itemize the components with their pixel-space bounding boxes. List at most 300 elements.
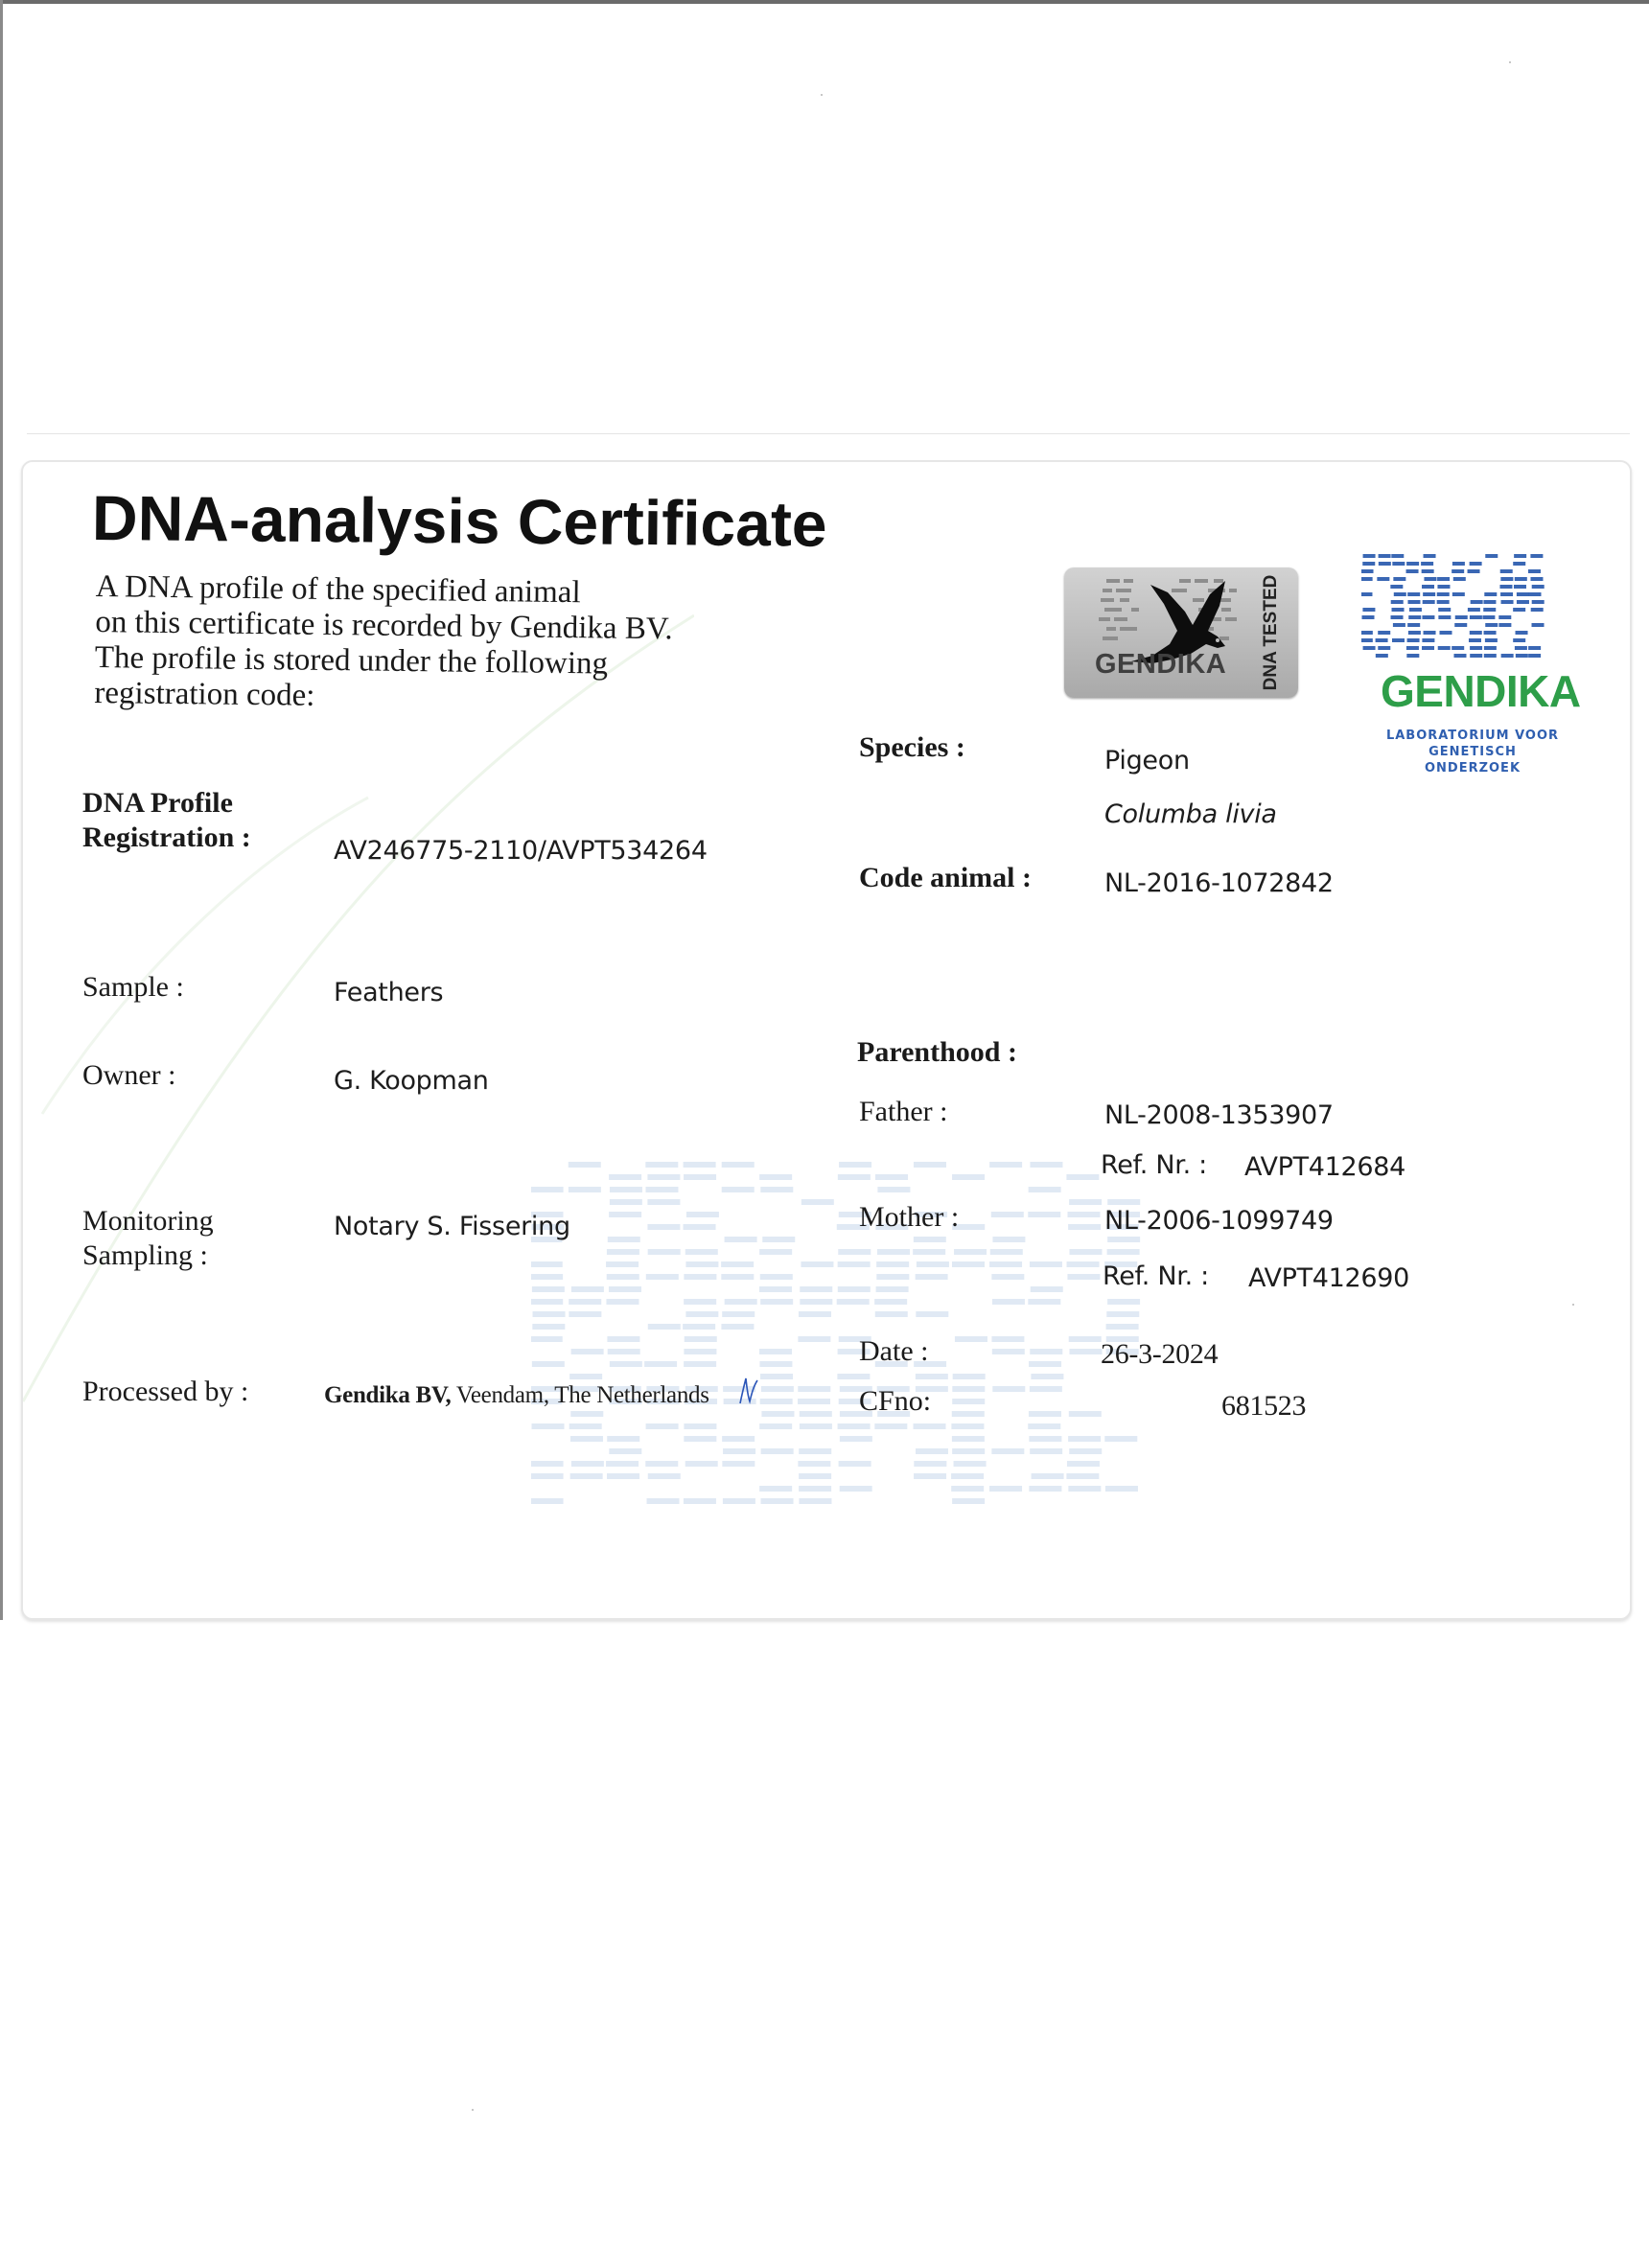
band-mark <box>1394 592 1406 596</box>
sample-value: Feathers <box>334 978 444 1007</box>
band-mark <box>1485 623 1498 627</box>
father-ref-value: AVPT412684 <box>1244 1152 1406 1182</box>
band-mark <box>1107 1249 1140 1255</box>
band-mark <box>874 1299 907 1305</box>
band-mark <box>685 1311 718 1317</box>
band-mark <box>685 1461 718 1467</box>
band-mark <box>1069 1336 1102 1342</box>
band-mark <box>1468 608 1480 612</box>
band-mark <box>1028 1212 1060 1217</box>
band-mark <box>1069 1199 1102 1205</box>
band-mark <box>683 1324 715 1330</box>
band-mark <box>1408 615 1421 619</box>
band-mark <box>1452 646 1464 650</box>
mother-value: NL-2006-1099749 <box>1104 1206 1334 1236</box>
band-mark <box>1470 646 1482 650</box>
band-mark <box>1029 1411 1061 1417</box>
band-mark <box>877 1187 910 1192</box>
band-mark <box>1470 631 1482 635</box>
monitoring-label-line: Sampling : <box>82 1239 208 1271</box>
band-mark <box>1423 600 1435 604</box>
watermark-logo <box>531 1162 1154 1507</box>
band-mark <box>1031 1286 1063 1292</box>
band-mark <box>648 1324 681 1330</box>
band-mark <box>916 1311 948 1317</box>
band-mark <box>646 1423 679 1429</box>
band-mark <box>798 1461 830 1467</box>
band-mark <box>1362 608 1375 612</box>
band-mark <box>1379 554 1391 558</box>
band-mark <box>952 1436 985 1442</box>
band-mark <box>1066 1473 1099 1479</box>
band-mark <box>838 1286 871 1292</box>
band-mark <box>721 1324 754 1330</box>
band-mark <box>876 1261 909 1267</box>
band-mark <box>799 1311 831 1317</box>
band-mark <box>1528 592 1541 596</box>
band-mark <box>1029 1361 1061 1367</box>
band-mark <box>1499 585 1512 589</box>
intro-line: registration code: <box>94 675 315 713</box>
band-mark <box>760 1374 793 1379</box>
scan-fold-line <box>27 433 1630 434</box>
band-mark <box>1067 1274 1100 1280</box>
band-mark <box>1030 1448 1062 1454</box>
dna-profile-label-line: DNA Profile <box>82 787 233 819</box>
band-mark <box>1392 638 1405 642</box>
band-mark <box>952 1261 985 1267</box>
certificate-card <box>21 460 1632 1620</box>
band-mark <box>648 1249 681 1255</box>
band-mark <box>684 1274 716 1280</box>
band-mark <box>1069 1249 1102 1255</box>
band-mark <box>1107 1237 1140 1242</box>
certificate-title: DNA-analysis Certificate <box>91 482 827 560</box>
band-mark <box>838 1261 871 1267</box>
band-mark <box>1376 654 1388 658</box>
band-mark <box>531 1261 563 1267</box>
band-mark <box>1376 638 1388 642</box>
band-mark <box>1515 646 1527 650</box>
band-mark <box>1484 654 1497 658</box>
band-mark <box>1501 600 1514 604</box>
band-mark <box>1070 1349 1103 1354</box>
band-mark <box>1532 600 1544 604</box>
band-mark <box>647 1199 680 1205</box>
band-mark <box>606 1261 639 1267</box>
band-mark <box>569 1311 601 1317</box>
band-mark <box>1532 623 1544 627</box>
band-mark <box>1408 631 1421 635</box>
band-mark <box>759 1423 792 1429</box>
code-animal-label: Code animal : <box>859 862 1032 893</box>
band-mark <box>684 1174 716 1180</box>
band-mark <box>607 1274 639 1280</box>
band-mark <box>1361 638 1373 642</box>
band-mark <box>916 1274 948 1280</box>
gendika-subtitle-line: LABORATORIUM VOOR <box>1385 729 1560 743</box>
band-mark <box>989 1486 1022 1492</box>
band-mark <box>531 1274 563 1280</box>
band-mark <box>916 1448 948 1454</box>
band-mark <box>1498 615 1511 619</box>
band-mark <box>1067 1261 1100 1267</box>
date-value: 26-3-2024 <box>1101 1338 1219 1370</box>
band-mark <box>1513 608 1525 612</box>
band-mark <box>1484 631 1497 635</box>
band-mark <box>722 1461 755 1467</box>
band-mark <box>1407 600 1420 604</box>
band-mark <box>1104 1436 1137 1442</box>
band-mark <box>800 1286 832 1292</box>
band-mark <box>800 1299 832 1305</box>
band-mark <box>876 1274 909 1280</box>
band-mark <box>722 1187 755 1192</box>
band-mark <box>762 1237 795 1242</box>
band-mark <box>531 1461 564 1467</box>
band-mark <box>798 1336 830 1342</box>
band-mark <box>992 1237 1025 1242</box>
band-mark <box>1029 1436 1061 1442</box>
band-mark <box>800 1411 832 1417</box>
band-mark <box>608 1349 640 1354</box>
band-mark <box>954 1461 987 1467</box>
gendika-logo-subtitle <box>1379 728 1567 776</box>
band-mark <box>1484 646 1497 650</box>
band-mark <box>1422 615 1434 619</box>
band-mark <box>609 1174 641 1180</box>
band-mark <box>1066 1174 1099 1180</box>
band-mark <box>1069 1411 1102 1417</box>
code-animal-value: NL-2016-1072842 <box>1104 868 1334 898</box>
band-mark <box>1030 1261 1062 1267</box>
band-mark <box>684 1162 716 1168</box>
band-mark <box>1532 585 1544 589</box>
band-mark <box>991 1274 1024 1280</box>
band-mark <box>1421 562 1433 566</box>
band-mark <box>1392 608 1405 612</box>
band-mark <box>800 1423 832 1429</box>
band-mark <box>608 1237 640 1242</box>
band-mark <box>952 1448 985 1454</box>
band-mark <box>840 1436 872 1442</box>
processed-company: Gendika BV, <box>324 1382 452 1408</box>
band-mark <box>569 1299 601 1305</box>
band-mark <box>1362 562 1375 566</box>
band-mark <box>1068 1436 1101 1442</box>
band-mark <box>685 1261 718 1267</box>
band-mark <box>722 1162 755 1168</box>
band-mark <box>1437 600 1450 604</box>
father-value: NL-2008-1353907 <box>1104 1100 1334 1130</box>
father-label: Father : <box>859 1096 948 1127</box>
band-mark <box>569 1423 602 1429</box>
band-mark <box>569 1187 601 1192</box>
father-ref-label: Ref. Nr. : <box>1101 1150 1207 1180</box>
band-mark <box>951 1473 984 1479</box>
band-mark <box>1030 1386 1062 1392</box>
monitoring-label-line: Monitoring <box>82 1205 214 1237</box>
monitoring-sampling-label <box>82 1204 214 1273</box>
band-mark <box>1362 615 1375 619</box>
band-mark <box>1516 654 1528 658</box>
gendika-logo-name: GENDIKA <box>1381 666 1581 716</box>
band-mark <box>1407 638 1420 642</box>
band-mark <box>609 1448 641 1454</box>
band-mark <box>1452 562 1465 566</box>
band-mark <box>839 1461 871 1467</box>
parenthood-label: Parenthood : <box>857 1036 1017 1068</box>
band-mark <box>798 1386 830 1392</box>
dna-profile-label <box>82 786 251 855</box>
band-mark <box>1437 592 1450 596</box>
intro-line: The profile is stored under the following <box>94 639 609 682</box>
band-mark <box>1482 615 1495 619</box>
band-mark <box>1437 577 1450 581</box>
band-mark <box>759 1249 792 1255</box>
intro-line: on this certificate is recorded by Gendika BV. <box>95 604 673 647</box>
band-mark <box>684 1498 716 1504</box>
band-mark <box>1361 577 1373 581</box>
band-mark <box>644 1361 677 1367</box>
band-mark <box>571 1349 604 1354</box>
band-mark <box>609 1212 641 1217</box>
band-mark <box>913 1249 945 1255</box>
band-mark <box>1391 554 1404 558</box>
band-mark <box>914 1423 946 1429</box>
band-mark <box>725 1299 757 1305</box>
band-mark <box>1530 577 1543 581</box>
band-mark <box>685 1249 718 1255</box>
band-mark <box>1438 608 1451 612</box>
mother-ref-label: Ref. Nr. : <box>1103 1261 1209 1291</box>
band-mark <box>991 1448 1024 1454</box>
band-mark <box>838 1249 871 1255</box>
band-mark <box>1107 1199 1140 1205</box>
scan-speck <box>821 94 823 96</box>
band-mark <box>761 1411 794 1417</box>
band-mark <box>1393 623 1405 627</box>
band-mark <box>761 1448 794 1454</box>
band-mark <box>607 1473 639 1479</box>
band-mark <box>1030 1349 1062 1354</box>
band-mark <box>1440 631 1452 635</box>
badge-dna-tested: DNA TESTED <box>1261 574 1281 691</box>
band-mark <box>952 1386 985 1392</box>
band-mark <box>837 1299 870 1305</box>
band-mark <box>571 1286 604 1292</box>
band-mark <box>1379 562 1391 566</box>
band-mark <box>951 1486 984 1492</box>
band-mark <box>1377 577 1389 581</box>
band-mark <box>1423 592 1435 596</box>
band-mark <box>531 1473 564 1479</box>
band-mark <box>1483 600 1496 604</box>
band-mark <box>1361 592 1372 596</box>
band-mark <box>610 1187 642 1192</box>
band-mark <box>760 1274 793 1280</box>
band-mark <box>1407 623 1420 627</box>
band-mark <box>684 1224 716 1230</box>
band-mark <box>685 1336 717 1342</box>
band-mark <box>1422 569 1434 573</box>
band-mark <box>1393 577 1405 581</box>
band-mark <box>607 1249 639 1255</box>
signature-mark <box>738 1375 761 1407</box>
band-mark <box>989 1162 1022 1168</box>
band-mark <box>799 1498 831 1504</box>
band-mark <box>761 1386 794 1392</box>
band-mark <box>1452 592 1465 596</box>
band-mark <box>952 1174 985 1180</box>
band-mark <box>1514 554 1526 558</box>
monitoring-value: Notary S. Fissering <box>334 1212 570 1241</box>
cfno-label: CFno: <box>859 1385 932 1417</box>
intro-text <box>94 569 757 719</box>
band-mark <box>952 1498 985 1504</box>
band-mark <box>1106 1311 1139 1317</box>
band-mark <box>1028 1299 1060 1305</box>
band-mark <box>1438 646 1451 650</box>
band-mark <box>569 1162 601 1168</box>
band-mark <box>1470 654 1482 658</box>
band-mark <box>877 1249 910 1255</box>
band-mark <box>801 1199 834 1205</box>
owner-label: Owner : <box>82 1059 176 1091</box>
band-mark <box>1029 1187 1061 1192</box>
band-mark <box>606 1299 639 1305</box>
band-mark <box>952 1399 985 1404</box>
band-mark <box>953 1374 986 1379</box>
band-mark <box>839 1162 871 1168</box>
band-mark <box>725 1237 757 1242</box>
band-mark <box>1392 562 1405 566</box>
band-mark <box>647 1498 680 1504</box>
band-mark <box>1378 631 1390 635</box>
band-mark <box>876 1286 909 1292</box>
band-mark <box>1469 638 1481 642</box>
band-mark <box>1437 585 1450 589</box>
band-mark <box>1105 1486 1138 1492</box>
band-mark <box>1438 615 1451 619</box>
band-mark <box>1528 646 1541 650</box>
species-common-value: Pigeon <box>1104 746 1190 775</box>
band-mark <box>1361 569 1374 573</box>
band-mark <box>914 1237 946 1242</box>
band-mark <box>992 1299 1025 1305</box>
band-mark <box>914 1473 946 1479</box>
processed-by-value <box>324 1382 709 1409</box>
band-mark <box>723 1448 755 1454</box>
processed-location: Veendam, The Netherlands <box>451 1382 709 1408</box>
band-mark <box>799 1448 831 1454</box>
band-mark <box>645 1461 678 1467</box>
band-mark <box>1031 1374 1063 1379</box>
species-latin-value: Columba livia <box>1104 799 1277 829</box>
band-mark <box>648 1473 681 1479</box>
band-mark <box>1424 577 1436 581</box>
dna-profile-value: AV246775-2110/AVPT534264 <box>334 836 708 866</box>
band-mark <box>1515 577 1527 581</box>
band-mark <box>1471 600 1483 604</box>
band-mark <box>647 1224 680 1230</box>
band-mark <box>686 1212 719 1217</box>
band-mark <box>571 1461 604 1467</box>
band-mark <box>992 1386 1025 1392</box>
band-mark <box>992 1349 1025 1354</box>
band-mark <box>1406 569 1419 573</box>
gendika-subtitle-line: GENETISCH ONDERZOEK <box>1424 745 1521 775</box>
band-mark <box>838 1423 871 1429</box>
band-mark <box>1470 615 1482 619</box>
band-mark <box>1032 1473 1064 1479</box>
band-mark <box>721 1261 754 1267</box>
band-mark <box>533 1311 566 1317</box>
band-mark <box>1407 592 1420 596</box>
band-mark <box>1030 1162 1062 1168</box>
scan-speck <box>472 2109 474 2111</box>
band-mark <box>1470 562 1482 566</box>
band-mark <box>759 1486 792 1492</box>
band-mark <box>874 1423 907 1429</box>
band-mark <box>954 1249 987 1255</box>
band-mark <box>1531 608 1544 612</box>
band-mark <box>609 1286 641 1292</box>
mother-label: Mother : <box>859 1201 960 1233</box>
band-mark <box>723 1498 755 1504</box>
band-mark <box>761 1498 794 1504</box>
band-mark <box>1500 592 1513 596</box>
band-mark <box>1422 638 1434 642</box>
band-mark <box>951 1423 984 1429</box>
scan-speck <box>1572 1304 1574 1306</box>
band-mark <box>570 1473 603 1479</box>
band-mark <box>684 1423 716 1429</box>
band-mark <box>1454 623 1467 627</box>
band-mark <box>532 1423 565 1429</box>
scan-speck <box>1509 61 1511 63</box>
band-mark <box>1517 600 1529 604</box>
band-mark <box>1406 646 1419 650</box>
band-mark <box>1528 569 1541 573</box>
band-mark <box>532 1361 565 1367</box>
mother-ref-value: AVPT412690 <box>1248 1263 1410 1293</box>
band-mark <box>684 1349 716 1354</box>
band-mark <box>760 1299 793 1305</box>
band-mark <box>1390 585 1403 589</box>
band-mark <box>1513 638 1525 642</box>
band-mark <box>837 1374 870 1379</box>
band-mark <box>1106 1324 1139 1330</box>
band-mark <box>1406 654 1419 658</box>
band-mark <box>1483 608 1496 612</box>
band-mark <box>570 1411 603 1417</box>
band-mark <box>531 1299 563 1305</box>
band-mark <box>991 1212 1024 1217</box>
band-mark <box>875 1311 908 1317</box>
band-mark <box>1500 569 1513 573</box>
band-mark <box>760 1399 793 1404</box>
band-mark <box>875 1174 908 1180</box>
band-mark <box>1513 562 1525 566</box>
band-mark <box>1516 631 1528 635</box>
band-mark <box>1485 554 1498 558</box>
band-mark <box>1424 554 1436 558</box>
band-mark <box>1453 577 1466 581</box>
owner-value: G. Koopman <box>334 1066 489 1096</box>
band-mark <box>1517 592 1529 596</box>
band-mark <box>610 1199 642 1205</box>
